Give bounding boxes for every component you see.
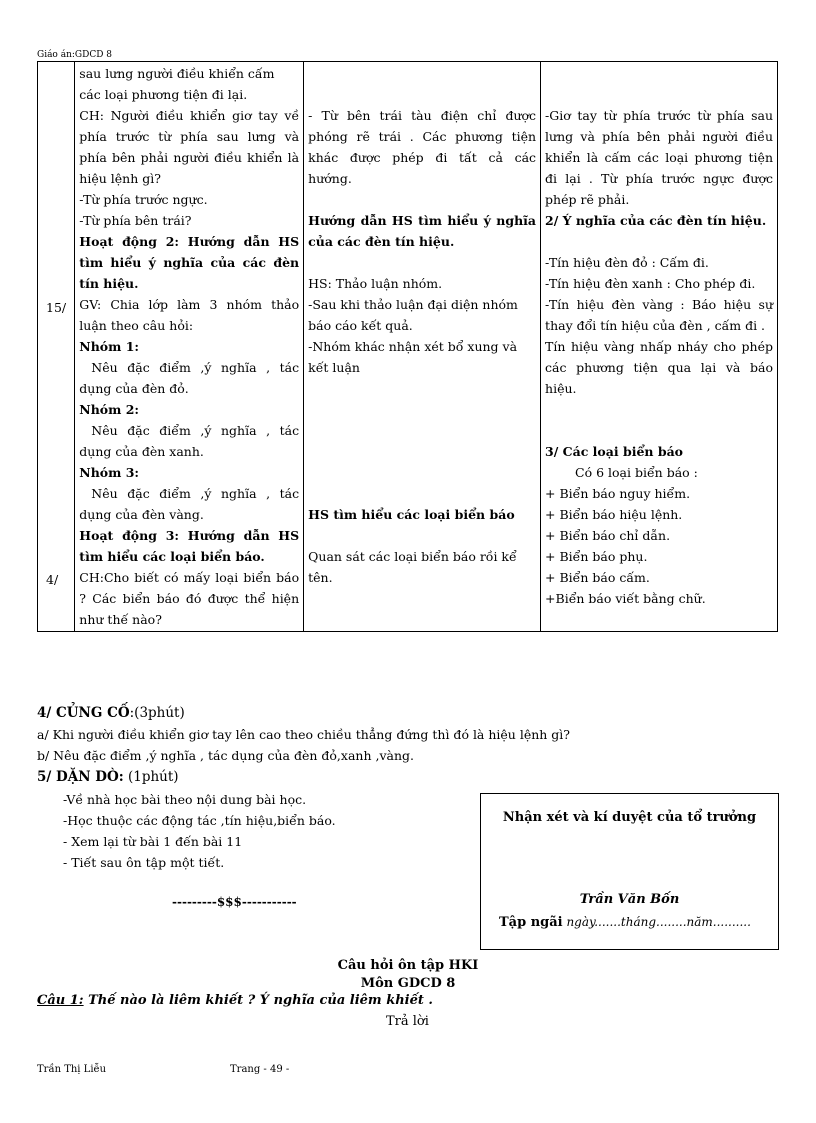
- activity-text: các loại phương tiện đi lại.: [79, 87, 248, 102]
- section-time: (1phút): [123, 769, 179, 785]
- activity-label: Nhóm 3:: [79, 465, 140, 480]
- answer-text: - Từ bên trái tàu điện chỉ được phóng rẽ trái . Các phương tiện khác được phép đi tất cả các hướng.: [308, 108, 537, 186]
- sign-list: [545, 483, 773, 609]
- teacher-activity-cell: [75, 62, 304, 632]
- lesson-table: [37, 61, 778, 632]
- separator: ---------$$$-----------: [172, 895, 297, 909]
- section-time: :(3phút): [129, 705, 185, 721]
- activity-text: -Từ phía trước ngực.: [79, 192, 208, 207]
- content-cell: [541, 62, 778, 632]
- review-question: [37, 993, 433, 1008]
- content-text: Có 6 loại biển báo :: [575, 465, 698, 480]
- table-row: [38, 62, 778, 632]
- activity-title: Hướng dẫn HS tìm hiểu ý nghĩa của các đèn tín hiệu.: [79, 234, 300, 291]
- approval-date: [499, 915, 751, 930]
- sign-item: + Biển báo chỉ dẫn.: [545, 528, 671, 543]
- activity-text: -Từ phía bên trái?: [79, 213, 192, 228]
- content-text: -Tín hiệu đèn xanh : Cho phép đi.: [545, 276, 756, 291]
- activity-text: CH: Người điều khiển giơ tay về phía trước từ phía sau lưng và phía bên phải người điều khiển là hiệu lệnh gì?: [79, 108, 300, 186]
- activity-label: Nhóm 2:: [79, 402, 140, 417]
- question-text: Thế nào là liêm khiết ? Ý nghĩa của liêm khiết .: [83, 993, 433, 1008]
- activity-text: -Sau khi thảo luận đại diện nhóm báo cáo kết quả.: [308, 297, 518, 333]
- activity-heading: [79, 462, 299, 483]
- activity-heading: Hướng dẫn HS tìm hiểu ý nghĩa của các đèn tín hiệu.: [308, 213, 537, 249]
- approver-name: Trần Văn Bốn: [579, 892, 680, 907]
- activity-label: Hoạt động 2:: [79, 234, 180, 249]
- activity-heading: [79, 231, 299, 294]
- footer-page: Trang - 49 -: [230, 1064, 290, 1075]
- review-title: Câu hỏi ôn tập HKI: [337, 958, 479, 973]
- activity-text: CH:Cho biết có mấy loại biển báo ? Các biển báo đó được thể hiện như thế nào?: [79, 570, 300, 627]
- activity-heading: HS tìm hiểu các loại biển báo: [308, 507, 515, 522]
- content-text: -Tín hiệu đèn vàng : Báo hiệu sự thay đổi tín hiệu của đèn , cấm đi .: [545, 297, 773, 333]
- homework-item: -Về nhà học bài theo nội dung bài học.: [63, 792, 307, 807]
- question-label: Câu 1:: [37, 993, 84, 1008]
- activity-text: GV: Chia lớp làm 3 nhóm thảo luận theo câu hỏi:: [79, 297, 300, 333]
- approval-box: [480, 793, 779, 950]
- activity-text: -Nhóm khác nhận xét bổ xung và kết luận: [308, 339, 518, 375]
- student-activity-cell: [304, 62, 541, 632]
- activity-heading: [79, 525, 299, 567]
- activity-text: Nêu đặc điểm ,ý nghĩa , tác dụng của đèn đỏ.: [79, 360, 300, 396]
- approval-title: Nhận xét và kí duyệt của tổ trưởng: [502, 810, 757, 825]
- activity-heading: [79, 399, 299, 420]
- answer-label: Trả lời: [386, 1014, 429, 1029]
- activity-title: Hướng dẫn HS tìm hiểu các loại biển báo.: [79, 528, 300, 564]
- homework-item: - Tiết sau ôn tập một tiết.: [63, 855, 225, 870]
- homework-section: [37, 767, 179, 788]
- content-text: -Giơ tay từ phía trước từ phía sau lưng và phía bên phải người điều khiển là cấm các loại phương tiện đi lại . Từ phía trước ngực được phép rẽ phải.: [545, 108, 773, 207]
- page-header: Giáo án:GDCD 8: [37, 50, 113, 60]
- sign-item: + Biển báo hiệu lệnh.: [545, 507, 683, 522]
- homework-item: - Xem lại từ bài 1 đến bài 11: [63, 834, 243, 849]
- homework-item: -Học thuộc các động tác ,tín hiệu,biển báo.: [63, 813, 336, 828]
- content-text: Tín hiệu vàng nhấp nháy cho phép các phương tiện qua lại và báo hiệu.: [545, 339, 773, 396]
- content-text: -Tín hiệu đèn đỏ : Cấm đi.: [545, 255, 709, 270]
- footer-author: Trần Thị Liễu: [37, 1064, 107, 1075]
- section-title: 4/ CỦNG CỐ: [37, 705, 130, 721]
- question-a: a/ Khi người điều khiển giơ tay lên cao theo chiều thẳng đứng thì đó là hiệu lệnh gì?: [37, 727, 571, 742]
- review-section: [37, 703, 185, 724]
- time-label: 4/: [46, 572, 59, 587]
- activity-text: HS: Thảo luận nhóm.: [308, 276, 443, 291]
- activity-text: Nêu đặc điểm ,ý nghĩa , tác dụng của đèn vàng.: [79, 486, 300, 522]
- sign-item: + Biển báo phụ.: [545, 549, 648, 564]
- sign-item: + Biển báo cấm.: [545, 570, 650, 585]
- section-title: 5/ DẶN DÒ:: [37, 769, 124, 785]
- activity-label: Nhóm 1:: [79, 339, 140, 354]
- date-text: ngày.......tháng........năm..........: [562, 915, 751, 929]
- place-label: Tập ngãi: [499, 915, 563, 930]
- section-heading: 3/ Các loại biển báo: [545, 444, 684, 459]
- sign-item: + Biển báo nguy hiểm.: [545, 486, 691, 501]
- time-label: 15/: [46, 300, 67, 315]
- sign-item: +Biển báo viết bằng chữ.: [545, 591, 706, 606]
- time-cell: [38, 62, 75, 632]
- activity-text: Quan sát các loại biển báo rồi kể tên.: [308, 549, 517, 585]
- review-subject: Môn GDCD 8: [360, 976, 456, 991]
- activity-text: Nêu đặc điểm ,ý nghĩa , tác dụng của đèn xanh.: [79, 423, 300, 459]
- activity-heading: [79, 336, 299, 357]
- activity-text: sau lưng người điều khiển cấm: [79, 66, 275, 81]
- activity-label: Hoạt động 3:: [79, 528, 180, 543]
- question-b: b/ Nêu đặc điểm ,ý nghĩa , tác dụng của đèn đỏ,xanh ,vàng.: [37, 748, 414, 763]
- section-heading: 2/ Ý nghĩa của các đèn tín hiệu.: [545, 213, 767, 228]
